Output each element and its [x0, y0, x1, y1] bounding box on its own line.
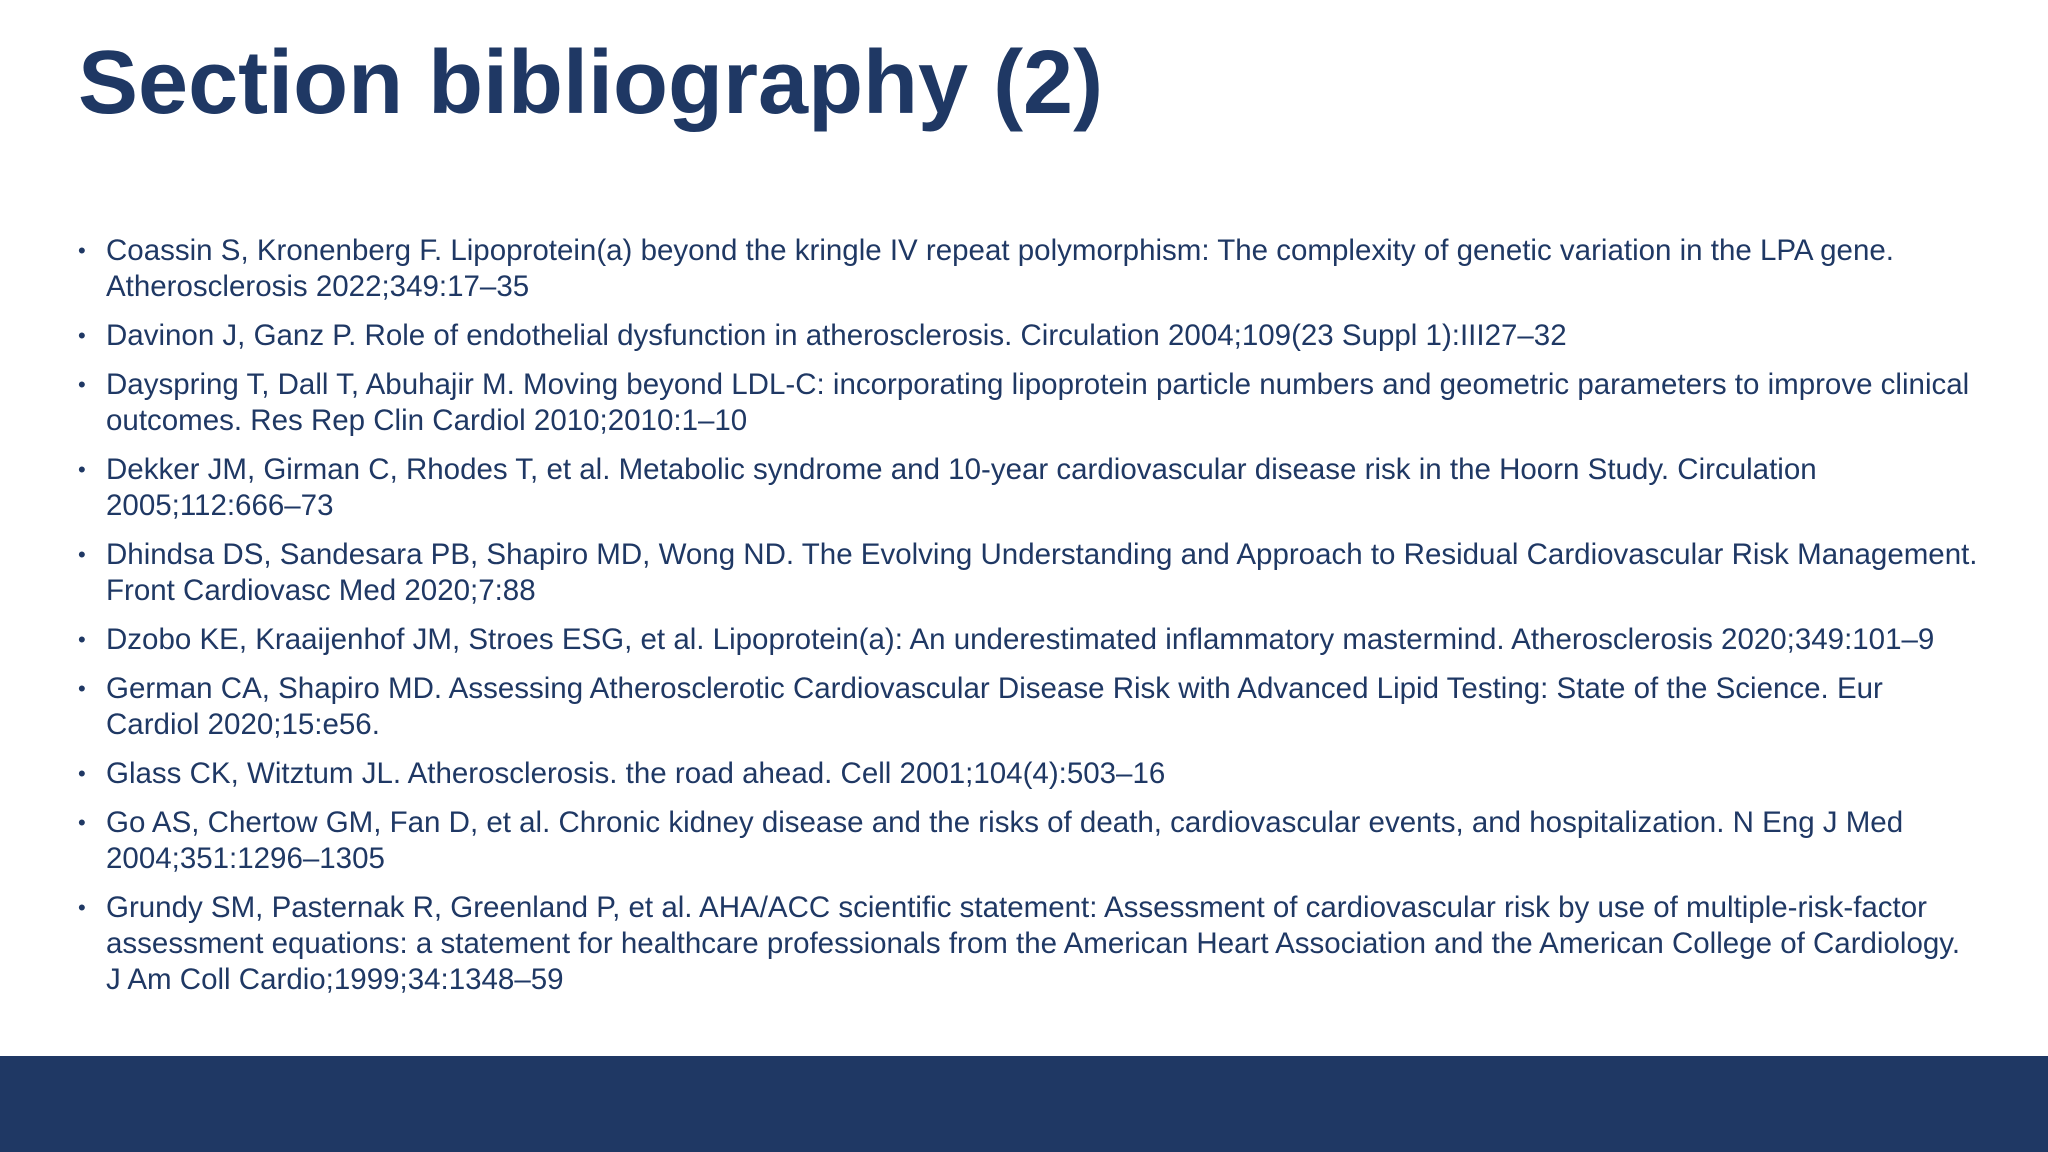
bullet-icon: • — [78, 542, 86, 567]
bullet-icon: • — [78, 676, 86, 701]
reference-text: Dzobo KE, Kraaijenhof JM, Stroes ESG, et al. Lipoprotein(a): An underestimated inflammatory mastermind. Atherosclerosis 2020;349:101–9 — [106, 623, 1935, 656]
reference-text: Glass CK, Witztum JL. Atherosclerosis. the road ahead. Cell 2001;104(4):503–16 — [106, 757, 1166, 790]
bullet-icon: • — [78, 238, 86, 263]
slide-title: Section bibliography (2) — [78, 33, 1104, 133]
reference-item — [78, 233, 1978, 305]
bullet-icon: • — [78, 323, 86, 348]
reference-item — [78, 805, 1978, 877]
reference-item — [78, 537, 1978, 609]
reference-text: Coassin S, Kronenberg F. Lipoprotein(a) beyond the kringle IV repeat polymorphism: The complexity of genetic variation in the LPA gene. Atherosclerosis 2022;349:17–35 — [106, 234, 1894, 303]
reference-item — [78, 622, 1978, 658]
footer-bar — [0, 1056, 2048, 1152]
bullet-icon: • — [78, 457, 86, 482]
reference-item — [78, 890, 1978, 998]
reference-list — [78, 233, 1978, 1011]
bullet-icon: • — [78, 895, 86, 920]
reference-text: German CA, Shapiro MD. Assessing Atherosclerotic Cardiovascular Disease Risk with Advanced Lipid Testing: State of the Science. Eur Cardiol 2020;15:e56. — [106, 672, 1883, 741]
reference-text: Davinon J, Ganz P. Role of endothelial dysfunction in atherosclerosis. Circulation 2004;109(23 Suppl 1):III27–32 — [106, 319, 1567, 352]
reference-item — [78, 367, 1978, 439]
bullet-icon: • — [78, 761, 86, 786]
reference-item — [78, 671, 1978, 743]
reference-text: Dekker JM, Girman C, Rhodes T, et al. Metabolic syndrome and 10-year cardiovascular disease risk in the Hoorn Study. Circulation 2005;112:666–73 — [106, 453, 1817, 522]
bullet-icon: • — [78, 372, 86, 397]
reference-item — [78, 318, 1978, 354]
reference-item — [78, 452, 1978, 524]
reference-text: Dayspring T, Dall T, Abuhajir M. Moving beyond LDL-C: incorporating lipoprotein particle numbers and geometric parameters to improve clinical outcomes. Res Rep Clin Cardiol 2010;2010:1–10 — [106, 368, 1970, 437]
reference-text: Grundy SM, Pasternak R, Greenland P, et al. AHA/ACC scientific statement: Assessment of cardiovascular risk by use of multiple-risk-factor assessment equations: a statement for healthcare professionals from the American Heart Association and the American College of Cardiology. J Am Coll Cardio;1999;34:1348–59 — [106, 891, 1961, 996]
bullet-icon: • — [78, 810, 86, 835]
reference-text: Dhindsa DS, Sandesara PB, Shapiro MD, Wong ND. The Evolving Understanding and Approach to Residual Cardiovascular Risk Management. Front Cardiovasc Med 2020;7:88 — [106, 538, 1978, 607]
reference-item — [78, 756, 1978, 792]
reference-text: Go AS, Chertow GM, Fan D, et al. Chronic kidney disease and the risks of death, cardiovascular events, and hospitalization. N Eng J Med 2004;351:1296–1305 — [106, 806, 1904, 875]
bullet-icon: • — [78, 627, 86, 652]
